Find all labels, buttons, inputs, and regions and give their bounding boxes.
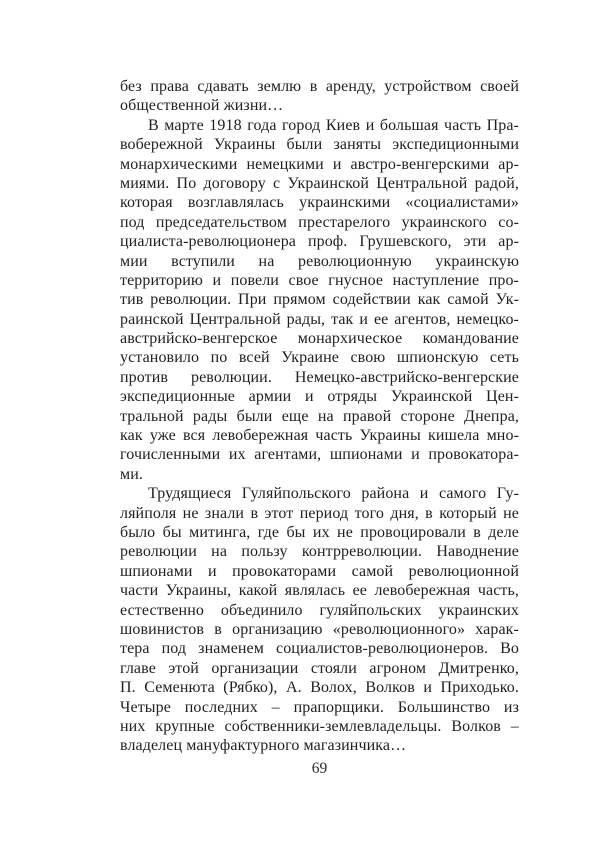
text-line: под председательством престарелого украинского со- (120, 213, 519, 231)
text-line: Трудящиеся Гуляйпольского района и самого Гу- (148, 485, 519, 503)
text-line: тральной рады были еще на правой стороне Днепра, (120, 407, 519, 425)
text-line: тера под знаменем социалистов-революционеров. Во (120, 640, 519, 658)
text-line: циалиста-революционера проф. Грушевского, эти ар- (120, 233, 519, 251)
text-line: шовинистов в организацию «революционного» харак- (120, 620, 519, 638)
text-line: главе этой организации стояли агроном Дмитренко, (120, 659, 519, 677)
text-line: П. Семенюта (Рябко), А. Волох, Волков и Приходько. (120, 679, 519, 697)
text-line: революции на пользу контрреволюции. Наводнение (120, 543, 519, 561)
text-line: экспедиционные армии и отряды Украинской Цен- (120, 388, 519, 406)
text-line: В марте 1918 года город Киев и большая часть Пра- (148, 116, 519, 134)
text-line: тив революции. При прямом содействии как самой Ук- (120, 291, 519, 309)
text-line: вобережной Украины были заняты экспедиционными (120, 136, 519, 154)
text-line: против революции. Немецко-австрийско-венгерские (120, 368, 519, 386)
text-line: шпионами и провокаторами самой революционной (120, 562, 519, 580)
text-line: гочисленными их агентами, шпионами и провокатора- (120, 446, 519, 464)
text-line: как уже вся левобережная часть Украины кишела мно- (120, 427, 519, 445)
page-text (120, 77, 519, 756)
text-line: территорию и повели свое гнусное наступление про- (120, 271, 519, 289)
text-line: них крупные собственники-землевладельцы. Волков – (120, 717, 519, 735)
text-line: установило по всей Украине свою шпионскую сеть (120, 349, 519, 367)
text-line: без права сдавать землю в аренду, устройством своей (120, 78, 519, 95)
text-line: которая возглавлялась украинскими «социалистами» (120, 194, 519, 212)
text-line: мии вступили на революционную украинскую (120, 252, 519, 270)
text-line: миями. По договору с Украинской Центральной радой, (120, 174, 519, 192)
text-line: ми. (120, 465, 143, 483)
page-number: 69 (311, 760, 328, 777)
text-line: Четыре последних – прапорщики. Большинство из (120, 698, 519, 716)
text-line: было бы митинга, где бы их не провоцировали в деле (120, 523, 519, 541)
text-line: монархическими немецкими и австро-венгерскими ар- (120, 155, 519, 173)
text-line: австрийско-венгерское монархическое командование (120, 330, 519, 348)
text-line: части Украины, какой являлась ее левобережная часть, (120, 582, 519, 600)
text-line: ляйполя не знали в этот период того дня, в который не (120, 504, 519, 522)
text-line: раинской Центральной рады, так и ее агентов, немецко- (120, 310, 519, 328)
text-line: естественно объединило гуляйпольских украинских (120, 601, 519, 619)
text-line: общественной жизни… (120, 97, 284, 115)
text-line: владелец мануфактурного магазинчика… (120, 737, 407, 755)
